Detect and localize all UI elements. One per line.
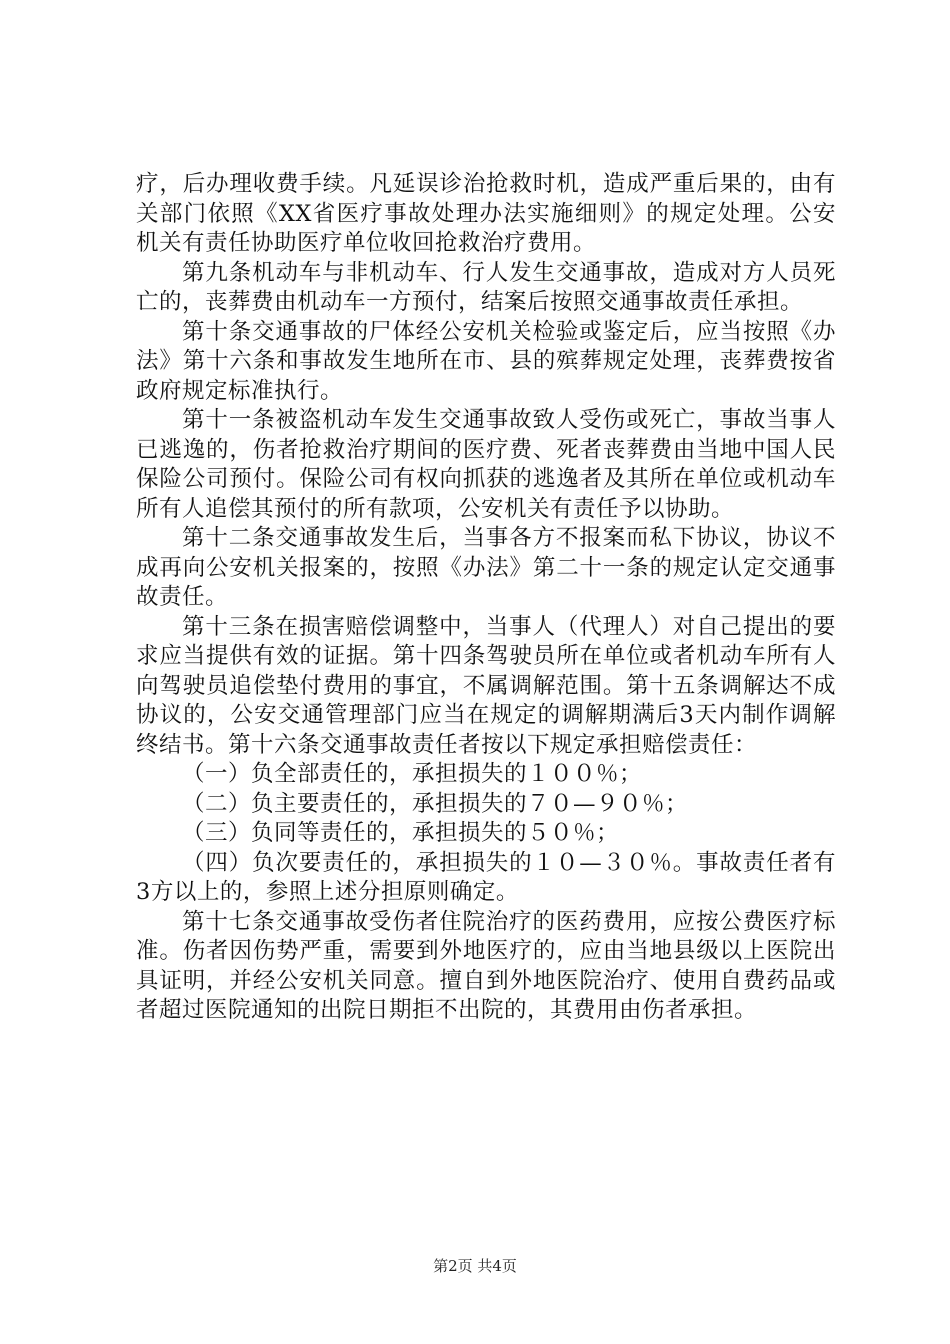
document-body — [136, 170, 836, 1026]
list-item-full-responsibility: （一）负全部责任的，承担损失的１００％； — [182, 761, 643, 787]
paragraph-continuation: 疗，后办理收费手续。凡延误诊治抢救时机，造成严重后果的，由有关部门依照《XX省医疗事故处理办法实施细则》的规定处理。公安机关有责任协助医疗单位收回抢救治疗费用。 — [136, 171, 836, 256]
paragraph-article-13-16: 第十三条在损害赔偿调整中，当事人（代理人）对自己提出的要求应当提供有效的证据。第十四条驾驶员所在单位或者机动车所有人向驾驶员追偿垫付费用的事宜，不属调解范围。第十五条调解达不成协议的，公安交通管理部门应当在规定的调解期满后3天内制作调解终结书。第十六条交通事故责任者按以下规定承担赔偿责任： — [136, 613, 836, 758]
paragraph-article-12: 第十二条交通事故发生后，当事各方不报案而私下协议，协议不成再向公安机关报案的，按照《办法》第二十一条的规定认定交通事故责任。 — [136, 525, 836, 610]
page-number-footer: 第2页 共4页 — [433, 1257, 517, 1275]
paragraph-article-11: 第十一条被盗机动车发生交通事故致人受伤或死亡，事故当事人已逃逸的，伤者抢救治疗期间的医疗费、死者丧葬费由当地中国人民保险公司预付。保险公司有权向抓获的逃逸者及其所在单位或机动车所有人追偿其预付的所有款项，公安机关有责任予以协助。 — [136, 407, 836, 522]
paragraph-article-10: 第十条交通事故的尸体经公安机关检验或鉴定后，应当按照《办法》第十六条和事故发生地所在市、县的殡葬规定处理，丧葬费按省政府规定标准执行。 — [136, 318, 836, 404]
paragraph-article-9: 第九条机动车与非机动车、行人发生交通事故，造成对方人员死亡的，丧葬费由机动车一方预付，结案后按照交通事故责任承担。 — [136, 259, 836, 315]
list-item-secondary-responsibility: （四）负次要责任的，承担损失的１０—３０％。事故责任者有3方以上的，参照上述分担原则确定。 — [136, 849, 836, 905]
list-item-main-responsibility: （二）负主要责任的，承担损失的７０—９０％； — [182, 790, 689, 817]
list-item-equal-responsibility: （三）负同等责任的，承担损失的５０％； — [182, 820, 620, 846]
paragraph-article-17: 第十七条交通事故受伤者住院治疗的医药费用，应按公费医疗标准。伤者因伤势严重，需要到外地医疗的，应由当地县级以上医院出具证明，并经公安机关同意。擅自到外地医院治疗、使用自费药品或者超过医院通知的出院日期拒不出院的，其费用由伤者承担。 — [136, 908, 836, 1023]
